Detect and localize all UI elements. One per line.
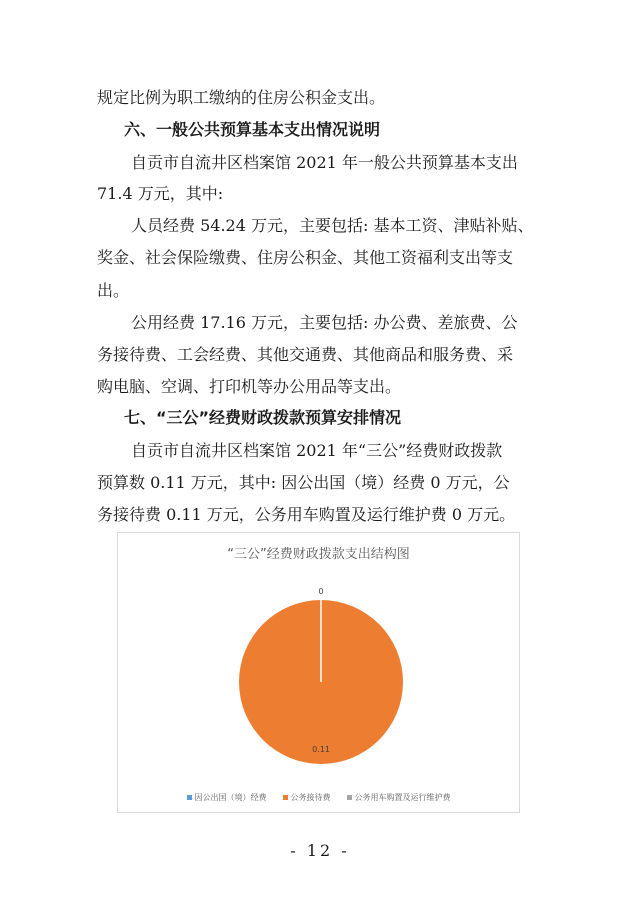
chart-title: “三公”经费财政拨款支出结构图 (227, 547, 410, 562)
paragraph-line: 奖金、社会保险缴费、住房公积金、其他工资福利支出等支 (97, 248, 514, 267)
paragraph-line: 人员经费 54.24 万元，主要包括: 基本工资、津贴补贴、 (131, 216, 534, 235)
legend-swatch (187, 795, 192, 800)
legend-swatch (283, 795, 288, 800)
page-number: - 12 - (290, 841, 350, 860)
paragraph-line: 出。 (97, 281, 130, 300)
paragraph-line: 务接待费 0.11 万元，公务用车购置及运行维护费 0 万元。 (97, 505, 516, 524)
paragraph-line: 购电脑、空调、打印机等办公用品等支出。 (97, 377, 402, 396)
chart-legend (118, 792, 519, 803)
paragraph-line: 自贡市自流井区档案馆 2021 年“三公”经费财政拨款 (131, 441, 503, 460)
legend-item (283, 792, 331, 803)
paragraph-line: 71.4 万元，其中: (97, 184, 224, 203)
section-heading-7: 七、“三公”经费财政拨款预算安排情况 (124, 408, 402, 427)
paragraph-line: 规定比例为职工缴纳的住房公积金支出。 (97, 88, 386, 107)
paragraph-line: 公用经费 17.16 万元，主要包括: 办公费、差旅费、公 (131, 313, 518, 332)
legend-label: 公务接待费 (290, 793, 331, 802)
pie-chart (117, 532, 520, 813)
legend-label: 公务用车购置及运行维护费 (354, 793, 451, 802)
paragraph-line: 预算数 0.11 万元，其中: 因公出国（境）经费 0 万元，公 (97, 473, 510, 492)
data-label: 0 (318, 587, 324, 596)
legend-swatch (347, 795, 352, 800)
legend-item (187, 792, 267, 803)
section-heading-6: 六、一般公共预算基本支出情况说明 (124, 120, 381, 139)
paragraph-line: 务接待费、工会经费、其他交通费、其他商品和服务费、采 (97, 345, 514, 364)
legend-label: 因公出国（境）经费 (194, 793, 267, 802)
data-label: 0.11 (312, 745, 330, 755)
pie-chart-plot (118, 533, 521, 814)
legend-item (347, 792, 451, 803)
paragraph-line: 自贡市自流井区档案馆 2021 年一般公共预算基本支出 (131, 153, 518, 172)
